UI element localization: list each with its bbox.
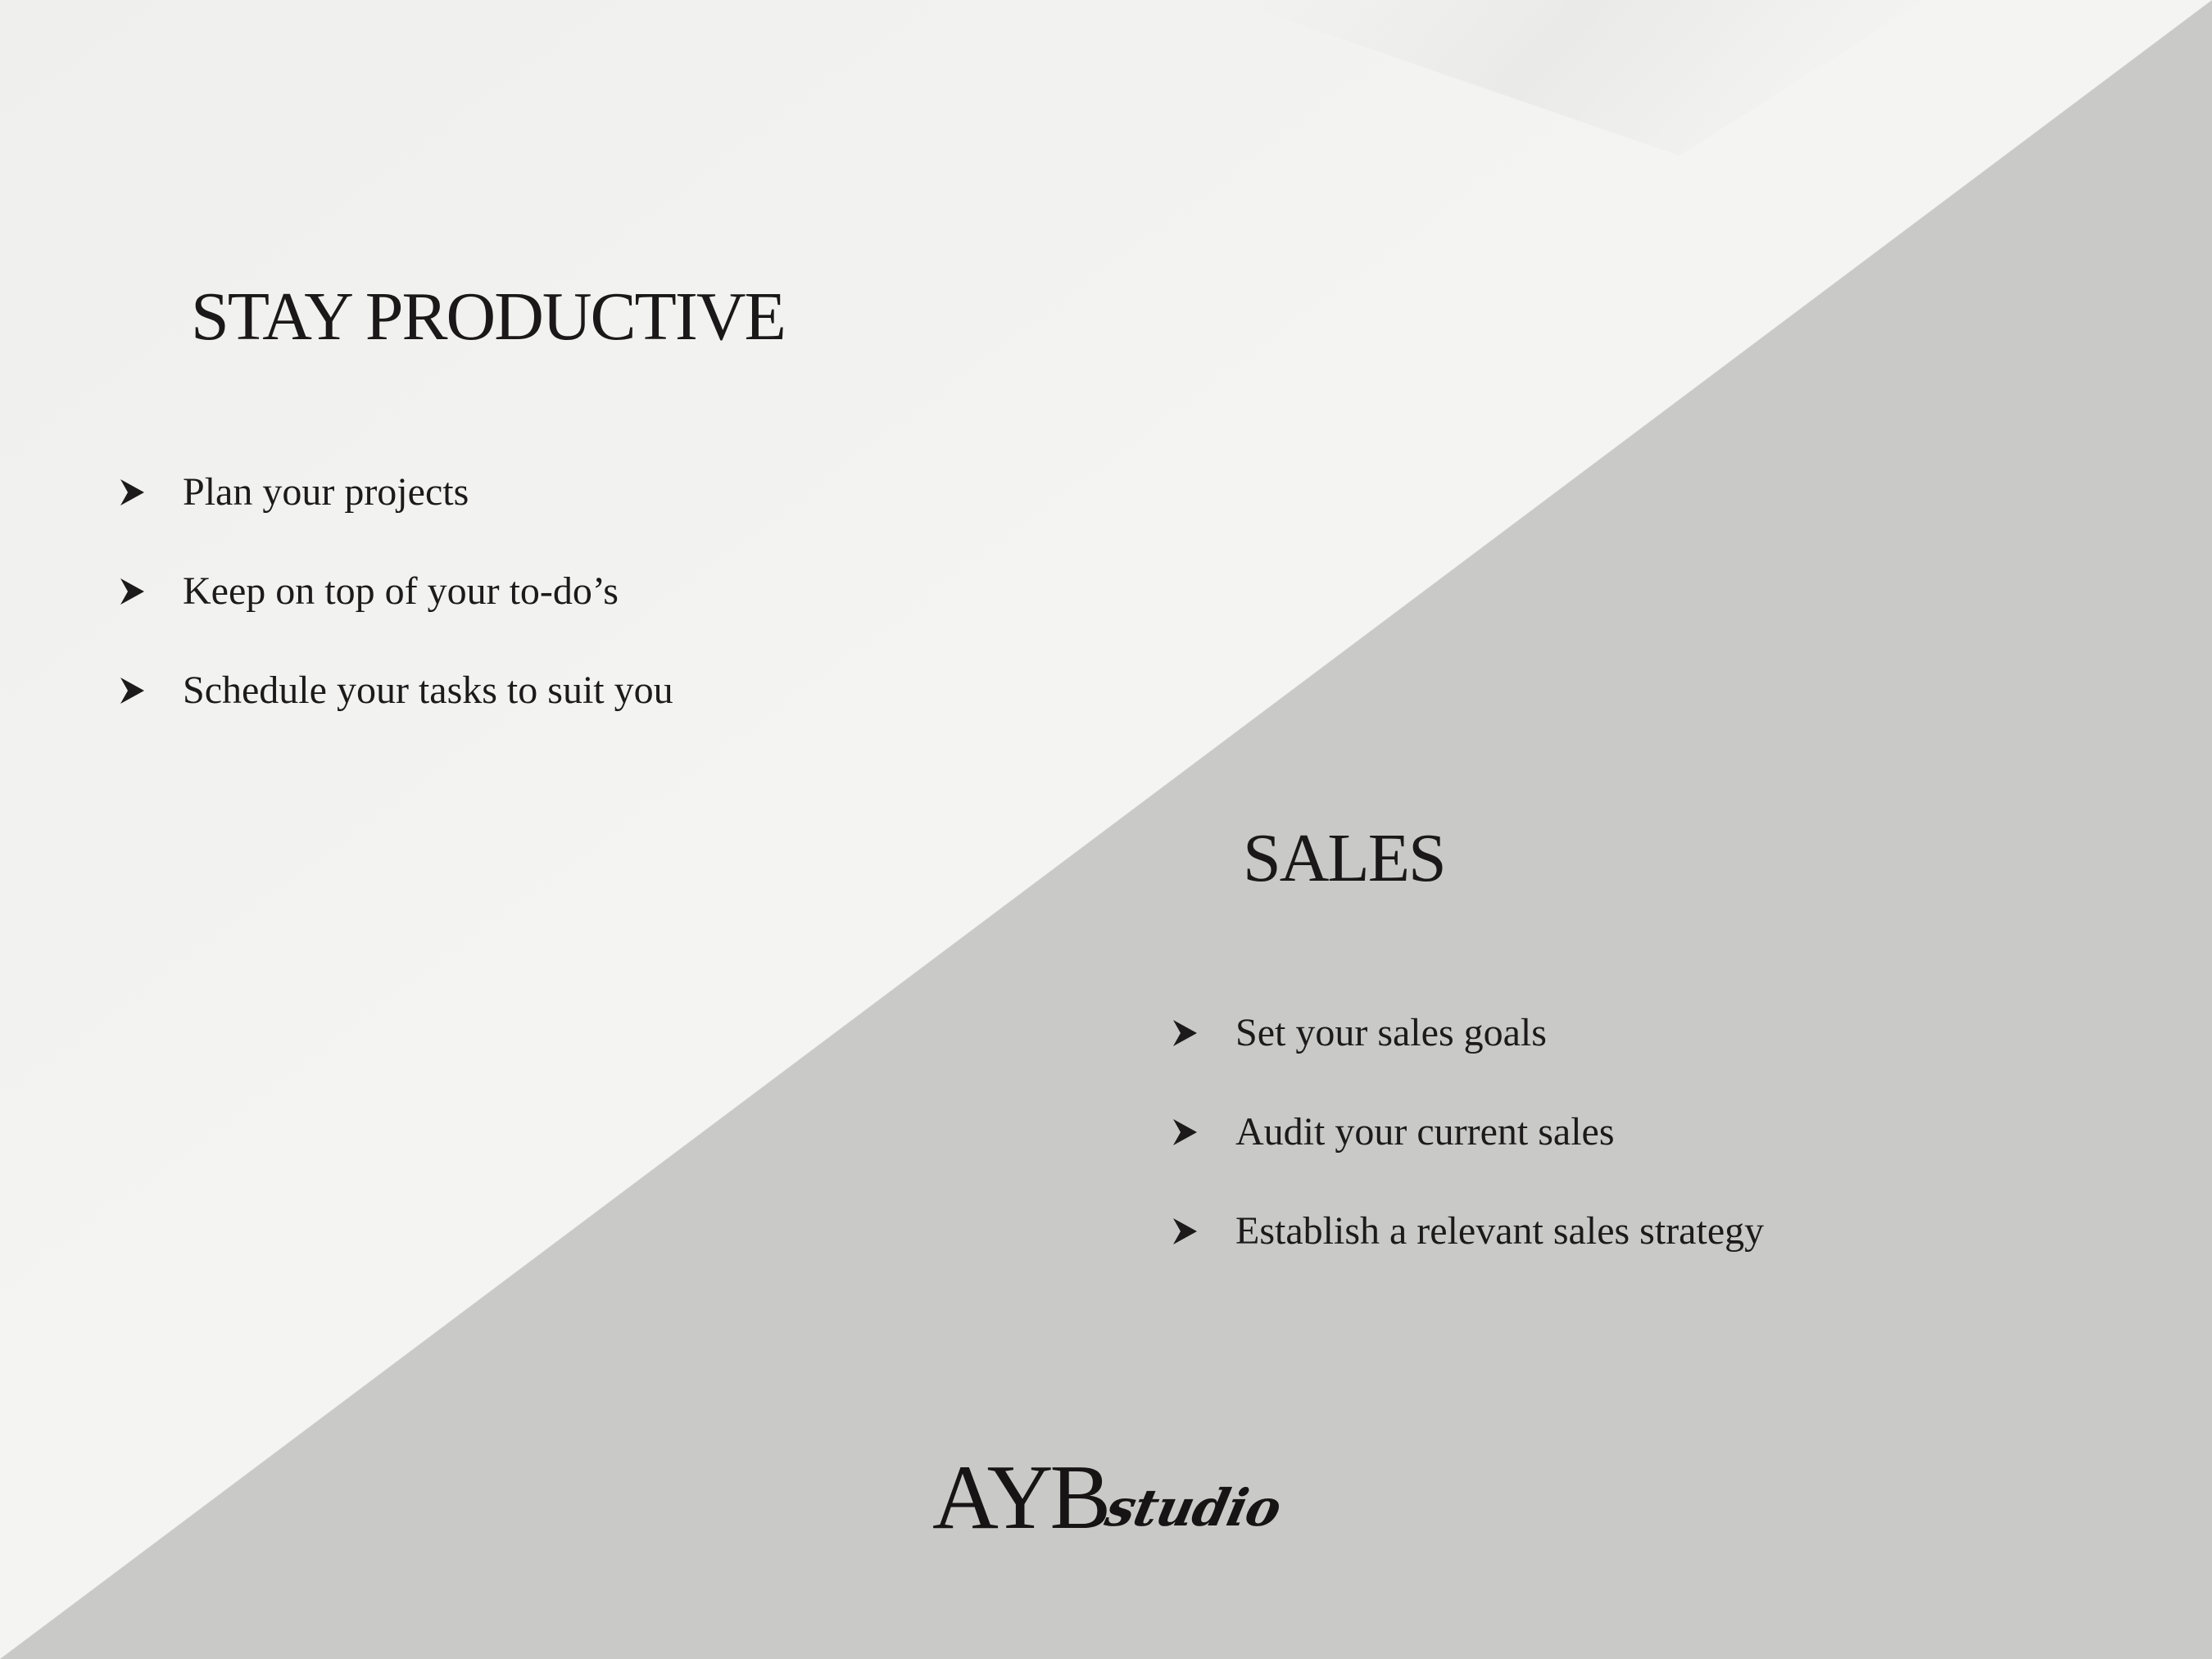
- list-item-text: Keep on top of your to-do’s: [183, 569, 619, 613]
- logo-script: studio: [1100, 1478, 1286, 1538]
- chevron-right-icon: [119, 478, 145, 507]
- list-item: [119, 542, 673, 641]
- list-item-text: Establish a relevant sales strategy: [1235, 1208, 1765, 1253]
- stay-productive-list: [119, 442, 673, 740]
- chevron-right-icon: [1172, 1217, 1198, 1246]
- list-item-text: Audit your current sales: [1235, 1109, 1615, 1154]
- chevron-right-icon: [119, 676, 145, 705]
- list-item: [1172, 983, 1764, 1082]
- list-item: [1172, 1181, 1764, 1281]
- list-item: [119, 641, 673, 740]
- list-item: [1172, 1082, 1764, 1181]
- list-item-text: Schedule your tasks to suit you: [183, 668, 673, 712]
- list-item: [119, 442, 673, 542]
- stay-productive-heading: STAY PRODUCTIVE: [191, 279, 785, 355]
- chevron-right-icon: [1172, 1018, 1198, 1048]
- sales-list: [1172, 983, 1764, 1281]
- chevron-right-icon: [1172, 1117, 1198, 1147]
- chevron-right-icon: [119, 577, 145, 606]
- list-item-text: Set your sales goals: [1235, 1010, 1547, 1054]
- sales-heading: SALES: [1243, 820, 1445, 896]
- ayb-studio-logo: [932, 1447, 1309, 1548]
- list-item-text: Plan your projects: [183, 469, 469, 514]
- logo-wordmark: AYB: [932, 1447, 1108, 1548]
